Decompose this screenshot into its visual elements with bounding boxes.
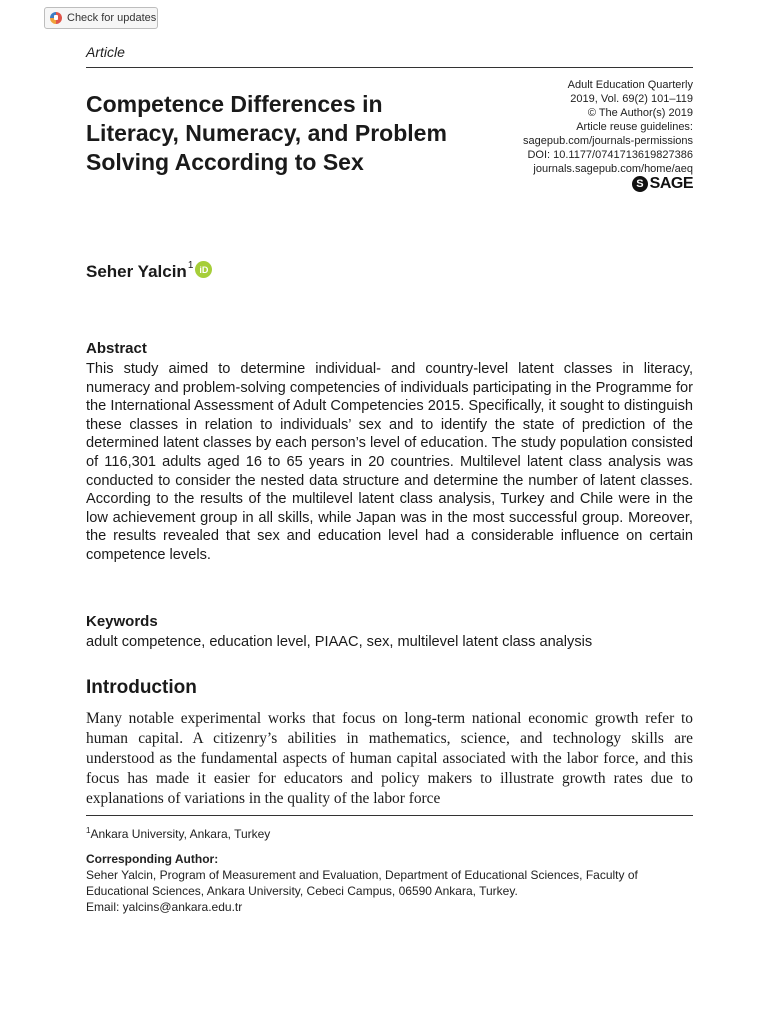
journal-reuse: Article reuse guidelines: <box>576 121 693 133</box>
footnote-mark: 1 <box>86 826 91 835</box>
check-for-updates-label: Check for updates <box>67 12 157 24</box>
author-name: Seher Yalcin <box>86 262 187 281</box>
affiliation-footnote <box>86 826 270 841</box>
journal-doi[interactable]: DOI: 10.1177/0741713619827386 <box>527 149 693 161</box>
corresponding-author-email[interactable]: Email: yalcins@ankara.edu.tr <box>86 900 243 914</box>
footnote-rule <box>86 815 693 816</box>
orcid-icon[interactable]: iD <box>195 261 212 278</box>
abstract-heading: Abstract <box>86 340 147 357</box>
article-type-label: Article <box>86 44 125 60</box>
journal-homepage-link[interactable]: journals.sagepub.com/home/aeq <box>533 163 693 175</box>
footnote-affiliation: Ankara University, Ankara, Turkey <box>90 827 271 841</box>
corresponding-author-address: Seher Yalcin, Program of Measurement and Evaluation, Department of Educational Sciences, Faculty of Educational Sciences, Ankara University, Cebeci Campus, 06590 Ankara, Turkey. <box>86 868 638 898</box>
introduction-heading: Introduction <box>86 677 197 698</box>
journal-name: Adult Education Quarterly <box>567 79 693 91</box>
introduction-text: Many notable experimental works that focus on long-term national economic growth refer to human capital. A citizenry’s abilities in mathematics, science, and technology skills are understood as the fundamental aspects of human capital associated with the labor force, and this focus has made it easier for educators and policy makers to illustrate growth rates due to explanations of variations in the quality of the labor force <box>86 710 693 807</box>
abstract-text: This study aimed to determine individual- and country-level latent classes in literacy, numeracy and problem-solving competencies of individuals participating in the Programme for the International Assessment of Adult Competencies 2015. Specifically, it sought to distinguish these classes in relation to individuals’ sex and to identify the state of prediction of the determined latent classes by each person’s level of education. The study population consisted of 116,301 adults aged 16 to 65 years in 20 countries. Multilevel latent class analysis was conducted to consider the nested data structure and determine the number of latent classes. According to the results of the multilevel latent class analysis, Turkey and Chile were in the low achievement group in all skills, while Japan was in the most successful group. Moreover, the results revealed that sex and education level had a considerable influence on certain competence levels. <box>86 361 693 563</box>
keywords-text: adult competence, education level, PIAAC, sex, multilevel latent class analysis <box>86 634 593 650</box>
sage-logo-text: SAGE <box>649 175 693 192</box>
journal-copyright: © The Author(s) 2019 <box>587 107 693 119</box>
corresponding-author-heading: Corresponding Author: <box>86 852 219 866</box>
journal-volume: 2019, Vol. 69(2) 101–119 <box>570 93 693 105</box>
sage-circle-icon: S <box>632 176 648 192</box>
check-for-updates-badge[interactable] <box>44 7 158 29</box>
author-line <box>86 262 212 282</box>
journal-permissions-link[interactable]: sagepub.com/journals-permissions <box>523 135 693 147</box>
author-affil-mark: 1 <box>187 260 194 271</box>
article-title: Competence Differences in Literacy, Numeracy, and Problem Solving According to Sex <box>86 91 447 175</box>
header-rule <box>86 67 693 68</box>
sage-logo <box>632 174 693 194</box>
corresponding-author-details <box>86 867 696 915</box>
keywords-heading: Keywords <box>86 613 158 630</box>
journal-info <box>523 78 693 176</box>
crossmark-icon <box>50 12 62 24</box>
